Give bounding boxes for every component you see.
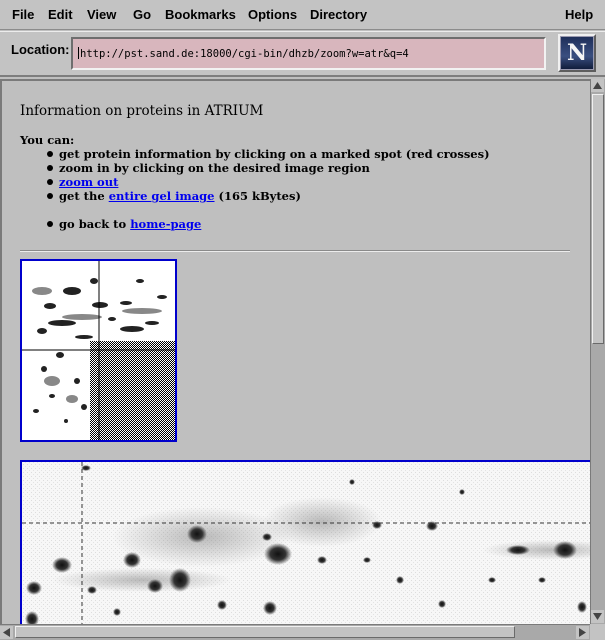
list-item [47, 189, 490, 203]
location-bar [0, 31, 605, 77]
gel-thumbnail-image[interactable] [20, 259, 177, 442]
menu-view[interactable]: View [87, 7, 117, 22]
scrollbar-corner [590, 624, 605, 640]
logo-letter: N [566, 40, 588, 66]
you-can-heading: You can: [20, 133, 75, 147]
list-item [47, 147, 490, 161]
menu-directory[interactable]: Directory [310, 7, 368, 22]
horizontal-rule [20, 250, 570, 252]
location-input[interactable] [71, 37, 546, 70]
text-cursor [78, 47, 79, 59]
list-item [47, 161, 490, 175]
horizontal-scroll-thumb[interactable] [15, 626, 515, 638]
menu-bar [0, 0, 605, 30]
vertical-scrollbar[interactable] [590, 79, 605, 624]
go-back-text: go back to [59, 217, 127, 231]
bullet2-text: zoom in by clicking on the desired image region [59, 161, 370, 175]
list-spacer [47, 203, 490, 217]
page-title: Information on proteins in ATRIUM [20, 103, 264, 119]
list-item [47, 217, 490, 231]
scroll-down-arrow-icon[interactable] [591, 610, 604, 623]
scroll-left-arrow-icon[interactable] [0, 626, 13, 639]
page-content [0, 79, 590, 624]
netscape-logo[interactable] [558, 34, 596, 72]
menu-file[interactable]: File [12, 7, 35, 22]
bullet1-text: get protein information by clicking on a marked spot (red crosses) [59, 147, 490, 161]
netscape-n-icon [561, 37, 593, 69]
location-label: Location: [11, 42, 70, 57]
menu-go[interactable]: Go [133, 7, 152, 22]
option-list [47, 147, 490, 231]
menu-options[interactable]: Options [248, 7, 298, 22]
vertical-scroll-thumb[interactable] [592, 94, 604, 344]
scroll-right-arrow-icon[interactable] [576, 626, 589, 639]
menu-bookmarks[interactable]: Bookmarks [165, 7, 236, 22]
scroll-up-arrow-icon[interactable] [591, 79, 604, 92]
entire-gel-image-link[interactable]: entire gel image [108, 189, 215, 203]
get-the-text: get the [59, 189, 105, 203]
menu-help[interactable]: Help [565, 7, 594, 22]
gel-thumbnail-svg [22, 261, 175, 440]
gel-zoom-image[interactable] [20, 460, 590, 624]
zoom-out-link[interactable]: zoom out [59, 175, 119, 189]
home-page-link[interactable]: home-page [130, 217, 202, 231]
location-url: http://pst.sand.de:18000/cgi-bin/dhzb/zoom?w=atr&q=4 [80, 48, 409, 60]
menu-edit[interactable]: Edit [48, 7, 73, 22]
horizontal-scrollbar[interactable] [0, 624, 590, 640]
list-item [47, 175, 490, 189]
size-text: (165 kBytes) [218, 189, 301, 203]
gel-zoom-svg [22, 462, 590, 624]
